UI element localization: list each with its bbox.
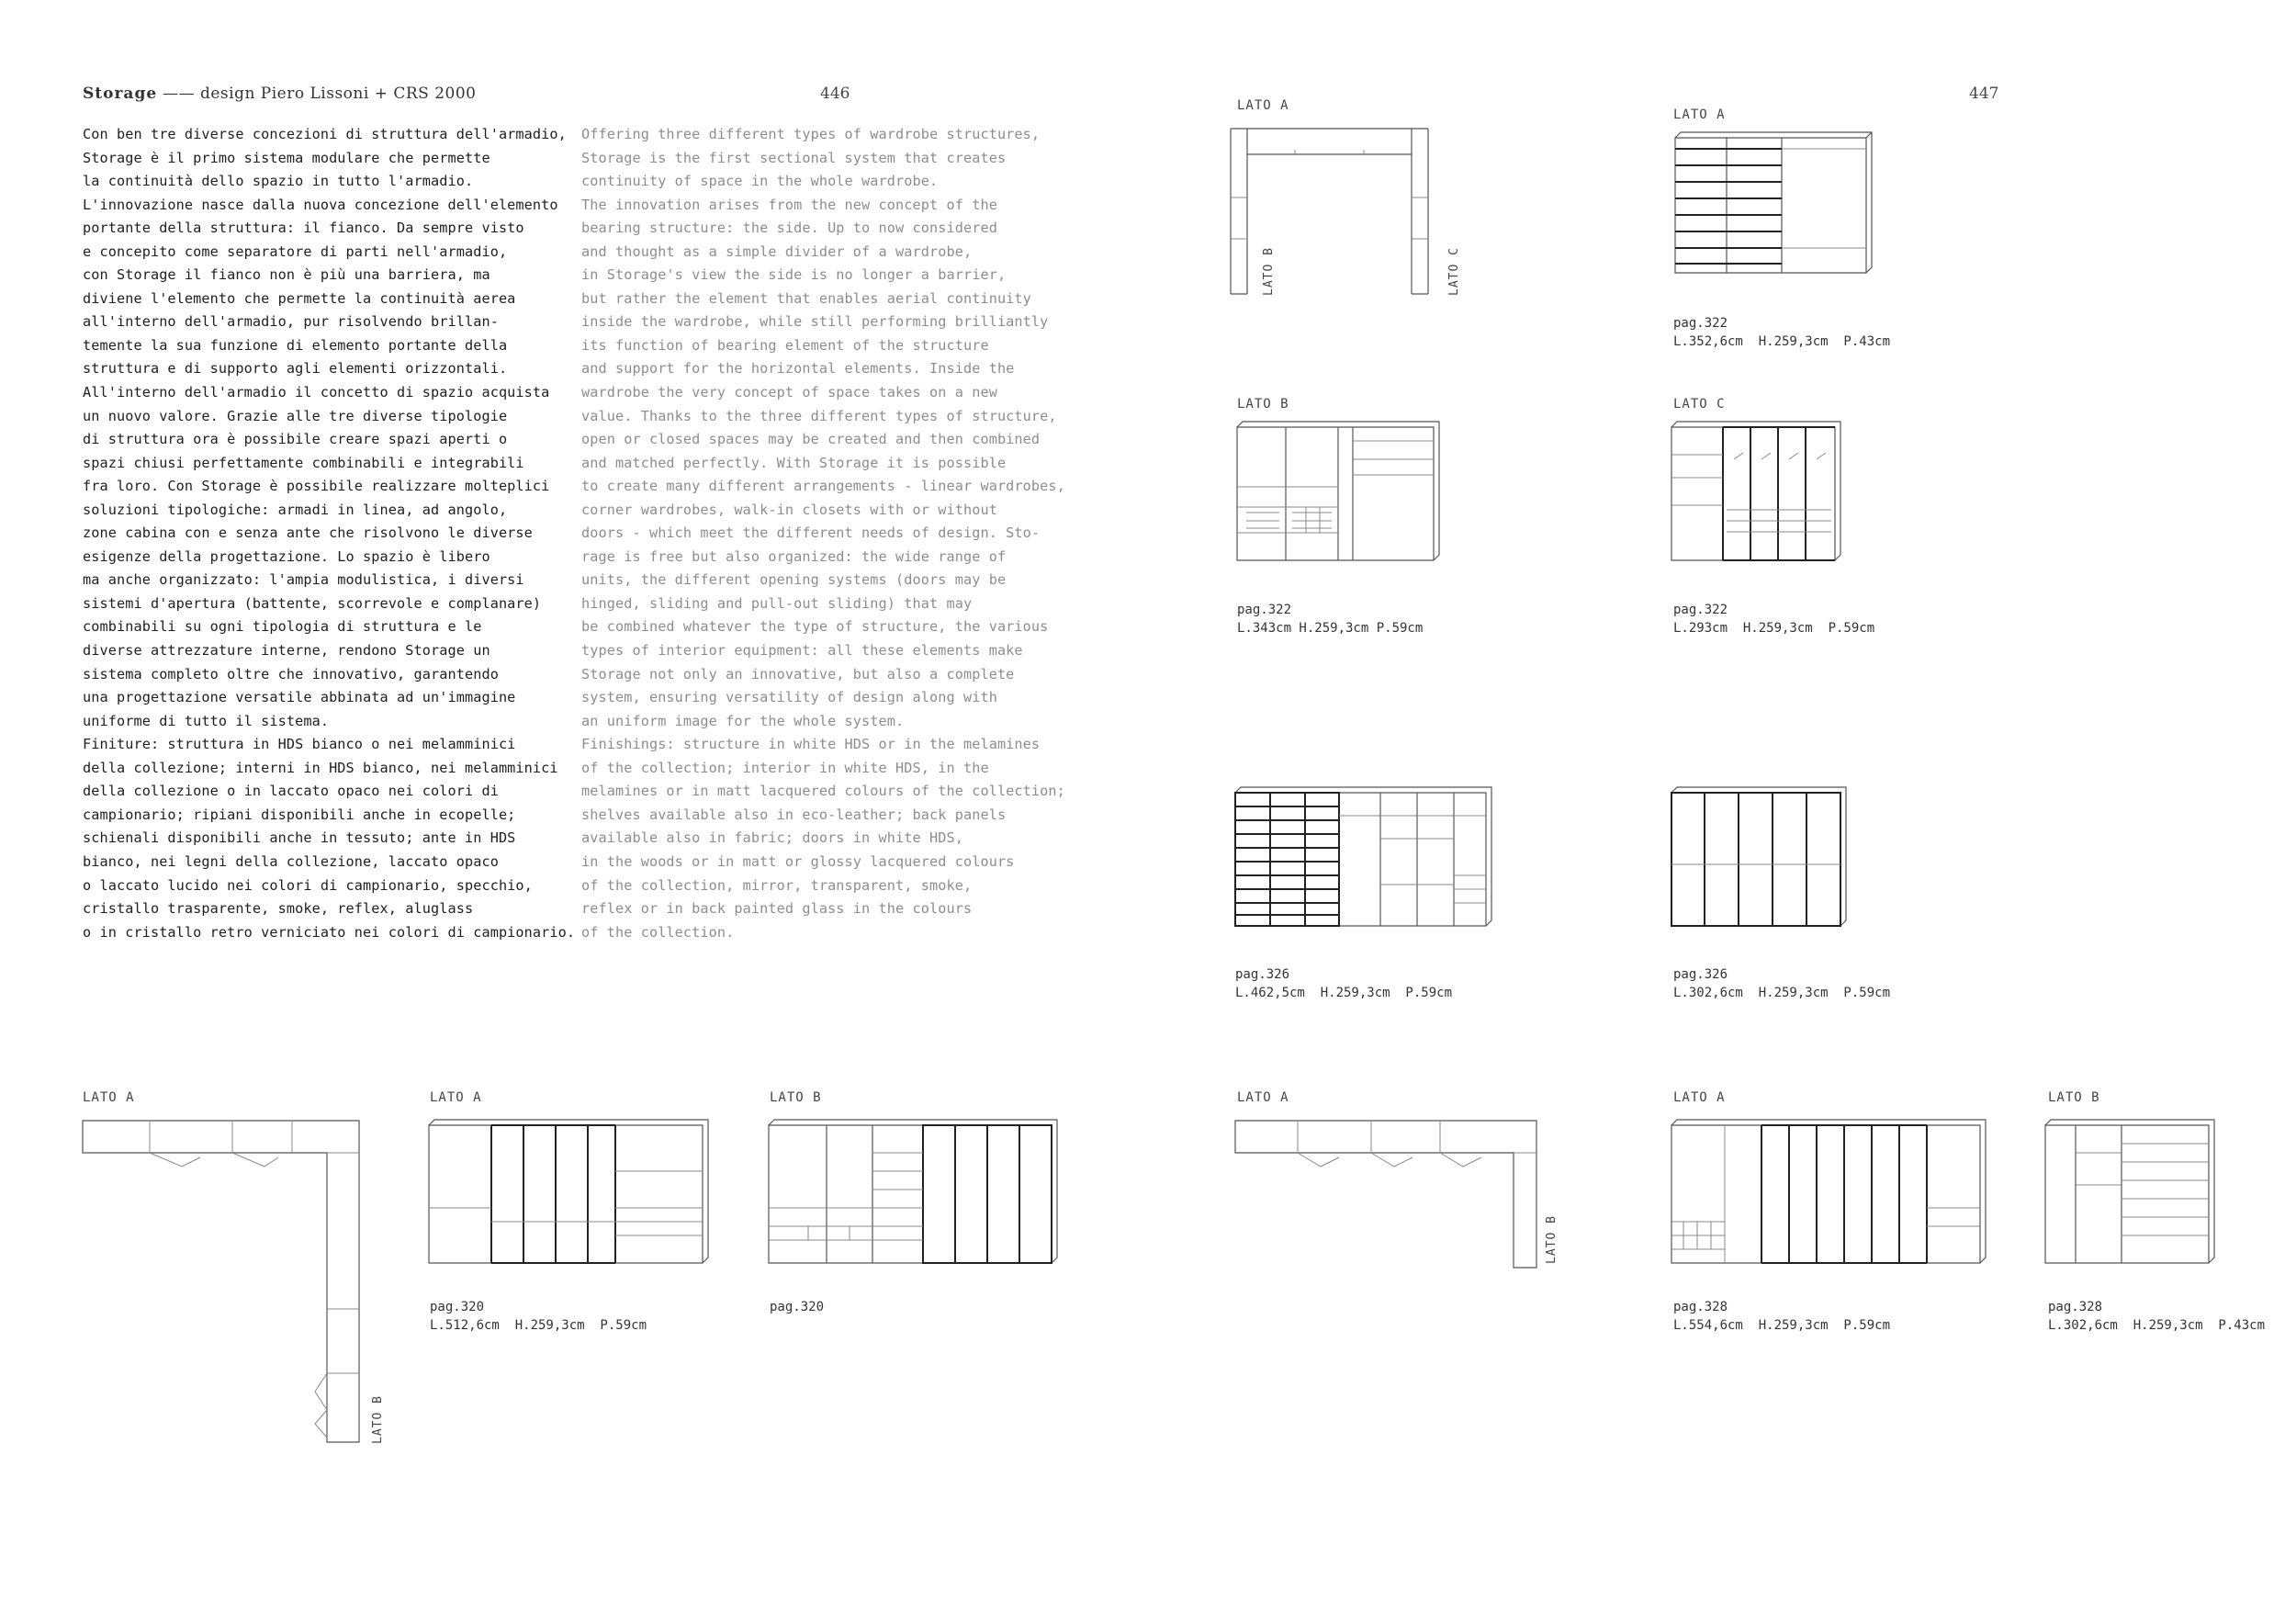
label-lato-c-vertical: LATO C: [1447, 247, 1461, 296]
english-text-line: an uniform image for the whole system.: [581, 712, 905, 729]
english-text-line: shelves available also in eco-leather; back panels: [581, 806, 1007, 823]
label-lato-b-vertical: LATO B: [1262, 247, 1276, 296]
english-text-line: doors - which meet the different needs of design. Sto-: [581, 524, 1041, 542]
italian-text-line: spazi chiusi perfettamente combinabili e integrabili: [83, 454, 524, 471]
italian-text-line: zone cabina con e senza ante che risolvono le diverse: [83, 524, 533, 542]
italian-text-line: bianco, nei legni della collezione, laccato opaco: [83, 852, 499, 870]
page-number-left: 446: [820, 85, 850, 103]
elevation-bottom-right-lato-b: [2043, 1116, 2218, 1268]
italian-text-line: All'interno dell'armadio il concetto di spazio acquista: [83, 384, 550, 401]
italian-text-line: diverse attrezzature interne, rendono Storage un: [83, 642, 490, 660]
italian-text-line: sistemi d'apertura (battente, scorrevole e complanare): [83, 594, 542, 612]
elevation-bottom-lato-a: [427, 1116, 712, 1268]
english-text-line: Finishings: structure in white HDS or in the melamines: [581, 736, 1041, 753]
caption-bottom-right-b: pag.328 L.302,6cm H.259,3cm P.43cm: [2048, 1300, 2266, 1333]
english-text-line: and support for the horizontal elements. Inside the: [581, 360, 1015, 378]
label-lato-b: LATO B: [1237, 397, 1289, 412]
english-text-line: of the collection; interior in white HDS, in the: [581, 759, 989, 776]
english-text-line: and matched perfectly. With Storage it is possible: [581, 454, 1007, 471]
elevation-closed-wardrobe: [1670, 784, 1853, 930]
italian-text-line: cristallo trasparente, smoke, reflex, aluglass: [83, 900, 474, 918]
italian-text-line: la continuità dello spazio in tutto l'armadio.: [83, 173, 474, 190]
caption-r3-right: pag.326 L.302,6cm H.259,3cm P.59cm: [1673, 967, 1891, 1000]
italian-text-line: temente la sua funzione di elemento portante della: [83, 336, 508, 354]
caption-r2-lato-c: pag.322 L.293cm H.259,3cm P.59cm: [1673, 603, 1875, 636]
italian-text-line: combinabili su ogni tipologia di struttura e le: [83, 618, 482, 636]
english-text-line: Storage is the first sectional system that creates: [581, 149, 1007, 166]
english-text-line: Offering three different types of wardrobe structures,: [581, 126, 1041, 142]
italian-text-line: struttura e di supporto agli elementi orizzontali.: [83, 360, 508, 378]
italian-text-line: della collezione o in laccato opaco nei colori di: [83, 783, 499, 800]
english-text-line: wardrobe the very concept of space takes on a new: [581, 384, 997, 401]
italian-text-line: portante della struttura: il fianco. Da sempre visto: [83, 220, 524, 237]
label-lato-b: LATO B: [2048, 1090, 2100, 1105]
product-name: Storage: [83, 85, 158, 103]
italian-text-line: Storage è il primo sistema modulare che permette: [83, 149, 490, 166]
italian-text-line: una progettazione versatile abbinata ad un'immagine: [83, 689, 516, 706]
page-header: [83, 85, 476, 103]
label-lato-a: LATO A: [83, 1090, 135, 1105]
caption-bottom-left-a: pag.320 L.512,6cm H.259,3cm P.59cm: [430, 1300, 647, 1333]
english-text-line: and thought as a simple divider of a wardrobe,: [581, 242, 973, 260]
plan-u-shaped: [1231, 124, 1433, 299]
english-text-line: rage is free but also organized: the wide range of: [581, 547, 1007, 565]
italian-description: [83, 123, 575, 944]
english-description: [581, 123, 1065, 944]
english-text-line: melamines or in matt lacquered colours of the collection;: [581, 783, 1065, 800]
english-text-line: available also in fabric; doors in white HDS,: [581, 829, 963, 847]
english-text-line: be combined whatever the type of structure, the various: [581, 618, 1049, 636]
english-text-line: of the collection.: [581, 923, 735, 941]
header-dash: ——: [163, 85, 196, 103]
italian-text-line: di struttura ora è possibile creare spazi aperti o: [83, 431, 508, 448]
caption-bottom-left-b: pag.320: [770, 1300, 825, 1314]
plan-l-shaped: [81, 1116, 375, 1447]
italian-text-line: L'innovazione nasce dalla nuova concezione dell'elemento: [83, 196, 558, 213]
italian-text-line: uniforme di tutto il sistema.: [83, 712, 330, 729]
italian-text-line: all'interno dell'armadio, pur risolvendo brillan-: [83, 313, 499, 331]
label-lato-a: LATO A: [1237, 1090, 1289, 1105]
caption-r2-lato-b: pag.322 L.343cm H.259,3cm P.59cm: [1237, 603, 1424, 636]
label-lato-a: LATO A: [1237, 98, 1289, 113]
english-text-line: reflex or in back painted glass in the colours: [581, 900, 973, 918]
label-lato-c: LATO C: [1673, 397, 1726, 412]
english-text-line: hinged, sliding and pull-out sliding) that may: [581, 594, 973, 612]
english-text-line: its function of bearing element of the structure: [581, 336, 989, 354]
italian-text-line: schienali disponibili anche in tessuto; ante in HDS: [83, 829, 516, 847]
english-text-line: in the woods or in matt or glossy lacquered colours: [581, 852, 1015, 870]
english-text-line: value. Thanks to the three different types of structure,: [581, 407, 1057, 424]
elevation-lato-c-glass-doors: [1670, 418, 1844, 565]
english-text-line: The innovation arises from the new concept of the: [581, 196, 997, 213]
english-text-line: types of interior equipment: all these elements make: [581, 642, 1023, 660]
english-text-line: inside the wardrobe, while still performing brilliantly: [581, 313, 1049, 331]
italian-text-line: Con ben tre diverse concezioni di struttura dell'armadio,: [83, 126, 567, 142]
italian-text-line: fra loro. Con Storage è possibile realizzare molteplici: [83, 478, 550, 495]
elevation-bottom-right-lato-a: [1670, 1116, 1991, 1272]
italian-text-line: o laccato lucido nei colori di campionario, specchio,: [83, 876, 533, 894]
english-text-line: in Storage's view the side is no longer a barrier,: [581, 266, 1007, 284]
elevation-large-wardrobe: [1233, 784, 1495, 930]
label-lato-a: LATO A: [1673, 1090, 1726, 1105]
english-text-line: bearing structure: the side. Up to now considered: [581, 220, 997, 237]
english-text-line: open or closed spaces may be created and then combined: [581, 431, 1041, 448]
designer-credit: design Piero Lissoni + CRS 2000: [199, 85, 477, 103]
caption-r1-lato-a: pag.322 L.352,6cm H.259,3cm P.43cm: [1673, 316, 1891, 349]
label-lato-b-vertical: LATO B: [371, 1395, 385, 1444]
elevation-lato-b-open: [1235, 418, 1442, 565]
caption-r3-left: pag.326 L.462,5cm H.259,3cm P.59cm: [1235, 967, 1453, 1000]
label-lato-a: LATO A: [1673, 107, 1726, 122]
caption-bottom-right-a: pag.328 L.554,6cm H.259,3cm P.59cm: [1673, 1300, 1891, 1333]
label-lato-b: LATO B: [770, 1090, 822, 1105]
label-lato-b-vertical: LATO B: [1545, 1215, 1559, 1264]
elevation-wardrobe-open-shelves: [1671, 129, 1874, 280]
elevation-bottom-lato-b: [767, 1116, 1061, 1268]
page-number-right: 447: [1969, 85, 1999, 103]
english-text-line: but rather the element that enables aerial continuity: [581, 289, 1031, 307]
italian-text-line: o in cristallo retro verniciato nei colori di campionario.: [83, 923, 576, 941]
english-text-line: system, ensuring versatility of design along with: [581, 689, 997, 706]
english-text-line: of the collection, mirror, transparent, smoke,: [581, 876, 973, 894]
italian-text-line: Finiture: struttura in HDS bianco o nei melamminici: [83, 736, 516, 753]
italian-text-line: sistema completo oltre che innovativo, garantendo: [83, 665, 499, 682]
italian-text-line: della collezione; interni in HDS bianco, nei melamminici: [83, 759, 558, 776]
italian-text-line: esigenze della progettazione. Lo spazio è libero: [83, 547, 490, 565]
english-text-line: to create many different arrangements - linear wardrobes,: [581, 478, 1065, 495]
english-text-line: Storage not only an innovative, but also a complete: [581, 665, 1015, 682]
english-text-line: units, the different opening systems (doors may be: [581, 571, 1007, 589]
italian-text-line: diviene l'elemento che permette la continuità aerea: [83, 289, 516, 307]
italian-text-line: campionario; ripiani disponibili anche in ecopelle;: [83, 806, 516, 823]
plan-bottom-right: [1233, 1116, 1546, 1272]
italian-text-line: ma anche organizzato: l'ampia modulistica, i diversi: [83, 571, 524, 589]
english-text-line: continuity of space in the whole wardrobe.: [581, 173, 939, 190]
label-lato-a: LATO A: [430, 1090, 482, 1105]
italian-text-line: con Storage il fianco non è più una barriera, ma: [83, 266, 490, 284]
italian-text-line: soluzioni tipologiche: armadi in linea, ad angolo,: [83, 501, 508, 518]
italian-text-line: e concepito come separatore di parti nell'armadio,: [83, 242, 508, 260]
italian-text-line: un nuovo valore. Grazie alle tre diverse tipologie: [83, 407, 508, 424]
english-text-line: corner wardrobes, walk-in closets with or without: [581, 501, 997, 518]
